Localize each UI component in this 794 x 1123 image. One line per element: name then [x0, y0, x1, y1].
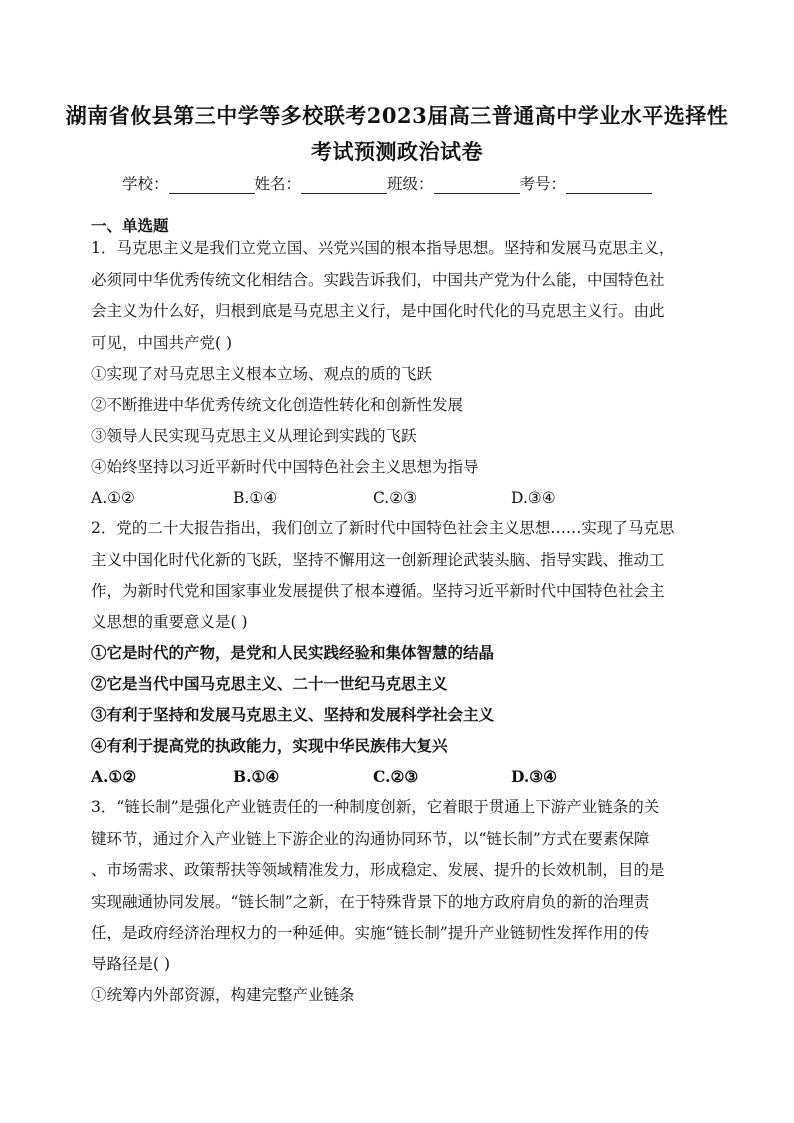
school-label: 学校： — [122, 175, 169, 193]
q2-statement: ④有利于提高党的执政能力，实现中华民族伟大复兴 — [91, 736, 448, 755]
q1-statement: ④始终坚持以习近平新时代中国特色社会主义思想为指导 — [91, 458, 479, 476]
exam-number-blank[interactable] — [566, 177, 652, 194]
q1-option-b[interactable]: B.①④ — [233, 489, 278, 507]
q2-option-d[interactable]: D.③④ — [511, 767, 558, 786]
q2-option-b[interactable]: B.①④ — [233, 767, 280, 786]
q3-stem-line: 3．“链长制”是强化产业链责任的一种制度创新，它着眼于贯通上下游产业链条的关 — [91, 798, 660, 816]
q1-statement: ①实现了对马克思主义根本立场、观点的质的飞跃 — [91, 365, 433, 383]
class-blank[interactable] — [434, 177, 520, 194]
q1-stem-line: 1．马克思主义是我们立党立国、兴党兴国的根本指导思想。坚持和发展马克思主义， — [91, 239, 675, 257]
school-field — [122, 172, 255, 194]
q2-option-a[interactable]: A.①② — [91, 767, 137, 786]
q3-stem-line: 导路径是( ) — [91, 955, 171, 973]
q2-stem-line: 2．党的二十大报告指出，我们创立了新时代中国特色社会主义思想……实现了马克思 — [91, 519, 675, 537]
q1-statement: ③领导人民实现马克思主义从理论到实践的飞跃 — [91, 427, 417, 445]
q2-stem-line: 主义中国化时代化新的飞跃，坚持不懈用这一创新理论武装头脑、指导实践、推动工 — [91, 551, 665, 569]
q1-options — [91, 488, 691, 508]
q1-statement: ②不断推进中华优秀传统文化创造性转化和创新性发展 — [91, 396, 464, 414]
q2-stem-line: 义思想的重要意义是( ) — [91, 613, 248, 631]
q1-option-a[interactable]: A.①② — [91, 489, 135, 507]
q1-stem-line: 可见，中国共产党( ) — [91, 334, 233, 352]
q3-stem-line: 键环节，通过介入产业链上下游企业的沟通协同环节，以“链长制”方式在要素保障 — [91, 830, 650, 848]
section-title: 一、单选题 — [91, 216, 169, 235]
q3-statement: ①统筹内外部资源，构建完整产业链条 — [91, 986, 355, 1004]
class-label: 班级： — [387, 175, 434, 193]
q2-statement: ③有利于坚持和发展马克思主义、坚持和发展科学社会主义 — [91, 705, 495, 724]
q1-option-c[interactable]: C.②③ — [373, 489, 418, 507]
q1-stem-line: 会主义为什么好，归根到底是马克思主义行，是中国化时代化的马克思主义行。由此 — [91, 302, 665, 320]
q3-stem-line: 任，是政府经济治理权力的一种延伸。实施“链长制”提升产业链韧性发挥作用的传 — [91, 924, 650, 942]
q1-stem-line: 必须同中华优秀传统文化相结合。实践告诉我们，中国共产党为什么能，中国特色社 — [91, 271, 665, 289]
exam-title-line-2: 考试预测政治试卷 — [311, 139, 483, 164]
name-field — [255, 172, 388, 194]
q2-statement: ②它是当代中国马克思主义、二十一世纪马克思主义 — [91, 674, 448, 693]
exam-title-line-1: 湖南省攸县第三中学等多校联考2023届高三普通高中学业水平选择性 — [65, 103, 729, 128]
exam-number-field — [520, 172, 653, 194]
q1-option-d[interactable]: D.③④ — [511, 489, 556, 507]
student-info-row — [122, 172, 652, 194]
q3-stem-line: 、市场需求、政策帮扶等领域精准发力，形成稳定、发展、提升的长效机制，目的是 — [91, 861, 665, 879]
class-field — [387, 172, 520, 194]
q3-stem-line: 实现融通协同发展。“链长制”之新，在于特殊背景下的地方政府肩负的新的治理责 — [91, 893, 650, 911]
q2-options — [91, 767, 691, 787]
school-blank[interactable] — [169, 177, 255, 194]
q2-option-c[interactable]: C.②③ — [373, 767, 419, 786]
name-blank[interactable] — [301, 177, 387, 194]
exam-number-label: 考号： — [519, 175, 567, 193]
q2-stem-line: 作，为新时代党和国家事业发展提供了根本遵循。坚持习近平新时代中国特色社会主 — [91, 582, 665, 600]
name-label: 姓名： — [254, 175, 302, 193]
q2-statement: ①它是时代的产物，是党和人民实践经验和集体智慧的结晶 — [91, 643, 495, 662]
